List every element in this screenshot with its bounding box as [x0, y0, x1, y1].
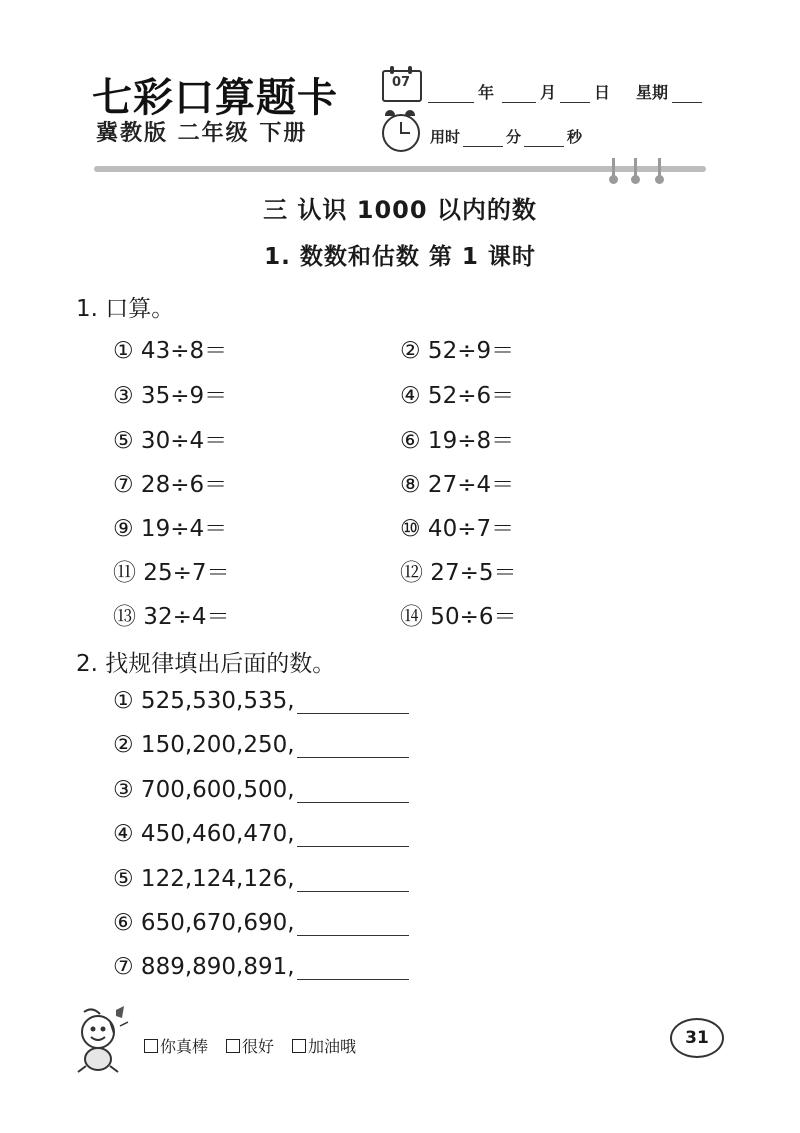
sequence-1-text: ① 525,530,535, [113, 688, 295, 714]
mascot-icon [72, 1004, 134, 1074]
question-2-heading: 2. 找规律填出后面的数。 [76, 651, 336, 677]
rating-good[interactable] [226, 1034, 274, 1057]
problem-9: ⑨ 19÷4＝ [113, 516, 228, 542]
sequence-2 [113, 732, 409, 758]
problem-4: ④ 52÷6＝ [400, 383, 515, 409]
month-blank[interactable] [502, 86, 536, 103]
problem-14: ⑭ 50÷6＝ [400, 604, 517, 630]
sequence-2-text: ② 150,200,250, [113, 732, 295, 758]
year-label: 年 [478, 83, 495, 102]
second-blank[interactable] [524, 130, 564, 147]
sequence-3 [113, 777, 409, 803]
sequence-6 [113, 910, 409, 936]
sequence-6-answer-blank[interactable] [297, 915, 409, 936]
sequence-7-answer-blank[interactable] [297, 959, 409, 980]
alarm-clock-icon [382, 114, 420, 152]
lesson-title: 1. 数数和估数 第 1 课时 [264, 244, 536, 270]
sequence-5 [113, 866, 409, 892]
problem-3: ③ 35÷9＝ [113, 383, 228, 409]
second-label: 秒 [567, 128, 583, 146]
rating-great-checkbox[interactable] [144, 1039, 158, 1053]
sequence-6-text: ⑥ 650,670,690, [113, 910, 295, 936]
sequence-3-text: ③ 700,600,500, [113, 777, 295, 803]
minute-label: 分 [506, 128, 522, 146]
sequence-1-answer-blank[interactable] [297, 693, 409, 714]
rating-great-label: 你真棒 [160, 1037, 209, 1056]
weekday-label: 星期 [636, 83, 669, 102]
problem-13: ⑬ 32÷4＝ [113, 604, 230, 630]
problem-11: ⑪ 25÷7＝ [113, 560, 230, 586]
rating-great[interactable] [144, 1034, 208, 1057]
rating-good-label: 很好 [242, 1037, 275, 1056]
minute-blank[interactable] [463, 130, 503, 147]
self-rating [144, 1034, 356, 1057]
calendar-icon [382, 66, 420, 100]
sequence-4 [113, 821, 409, 847]
problem-5: ⑤ 30÷4＝ [113, 428, 228, 454]
day-blank[interactable] [560, 86, 590, 103]
date-field [428, 80, 702, 103]
problem-1: ① 43÷8＝ [113, 338, 228, 364]
problem-6: ⑥ 19÷8＝ [400, 428, 515, 454]
question-1-heading: 1. 口算。 [76, 296, 175, 322]
rating-keep-going-label: 加油哦 [308, 1037, 357, 1056]
rating-good-checkbox[interactable] [226, 1039, 240, 1053]
rating-keep-going-checkbox[interactable] [292, 1039, 306, 1053]
year-blank[interactable] [428, 86, 474, 103]
unit-title: 三 认识 1000 以内的数 [263, 196, 537, 224]
calendar-number: 07 [391, 75, 411, 90]
time-used-field [430, 126, 582, 147]
sequence-7-text: ⑦ 889,890,891, [113, 954, 295, 980]
problem-2: ② 52÷9＝ [400, 338, 515, 364]
sequence-5-text: ⑤ 122,124,126, [113, 866, 295, 892]
sequence-2-answer-blank[interactable] [297, 737, 409, 758]
day-label: 日 [594, 83, 611, 102]
sequence-5-answer-blank[interactable] [297, 871, 409, 892]
sequence-7 [113, 954, 409, 980]
problem-7: ⑦ 28÷6＝ [113, 472, 228, 498]
sequence-4-answer-blank[interactable] [297, 826, 409, 847]
problem-8: ⑧ 27÷4＝ [400, 472, 515, 498]
sequence-3-answer-blank[interactable] [297, 782, 409, 803]
edition-label: 冀教版 二年级 下册 [96, 121, 308, 146]
book-logo: 七彩口算题卡 [92, 74, 338, 121]
problem-12: ⑫ 27÷5＝ [400, 560, 517, 586]
header-divider [94, 166, 706, 172]
weekday-blank[interactable] [672, 86, 702, 103]
problem-10: ⑩ 40÷7＝ [400, 516, 515, 542]
time-used-label: 用时 [430, 128, 461, 146]
month-label: 月 [540, 83, 557, 102]
page-number: 31 [670, 1018, 724, 1058]
sequence-1 [113, 688, 409, 714]
rating-keep-going[interactable] [292, 1034, 356, 1057]
sequence-4-text: ④ 450,460,470, [113, 821, 295, 847]
